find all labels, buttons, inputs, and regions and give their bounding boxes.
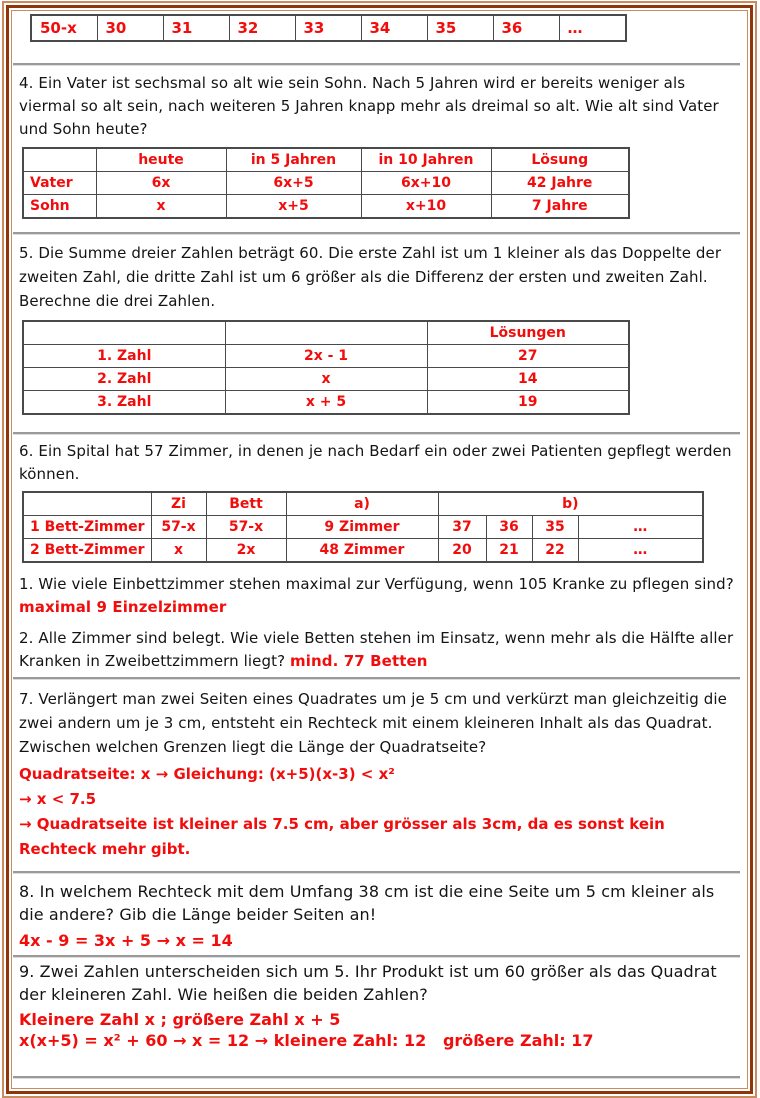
table-row	[23, 195, 629, 219]
problem-9-solution-line-2: x(x+5) = x² + 60 → x = 12 → kleinere Zahl: 12 größere Zahl: 17	[19, 1031, 594, 1050]
table-cell: 27	[427, 345, 629, 368]
table-cell: 48 Zimmer	[286, 539, 438, 563]
table-cell: 22	[532, 539, 578, 563]
table-cell: 19	[427, 391, 629, 415]
section-divider	[13, 677, 740, 679]
problem-6-hospital-table	[22, 491, 704, 563]
section-divider	[13, 1076, 740, 1078]
table-row	[23, 516, 703, 539]
problem-7-solution-line-3: → Quadratseite ist kleiner als 7.5 cm, aber grösser als 3cm, da es sonst kein Rechteck mehr gibt.	[19, 815, 665, 858]
problem-6-text: 6. Ein Spital hat 57 Zimmer, in denen je nach Bedarf ein oder zwei Patienten gepflegt werden können.	[19, 442, 732, 483]
table-cell: 36	[493, 15, 559, 41]
table-cell: 33	[295, 15, 361, 41]
table-cell: 37	[438, 516, 486, 539]
table-cell: 35	[532, 516, 578, 539]
table-cell	[23, 492, 151, 516]
table-row	[23, 148, 629, 172]
problem-8-text: 8. In welchem Rechteck mit dem Umfang 38 cm ist die eine Seite um 5 cm kleiner als die andere? Gib die Länge beider Seiten an!	[19, 882, 715, 924]
table-row	[23, 391, 629, 415]
table-cell: 3. Zahl	[23, 391, 225, 415]
table-cell: Lösungen	[427, 321, 629, 345]
table-cell: …	[559, 15, 626, 41]
problem-7-solution-line-1: Quadratseite: x → Gleichung: (x+5)(x-3) < x²	[19, 765, 395, 783]
table-cell: x	[225, 368, 427, 391]
problem-9-text: 9. Zwei Zahlen unterscheiden sich um 5. Ihr Produkt ist um 60 größer als das Quadrat der kleineren Zahl. Wie heißen die beiden Zahlen?	[19, 962, 717, 1004]
table-cell: 2x - 1	[225, 345, 427, 368]
table-cell: x + 5	[225, 391, 427, 415]
table-cell: x	[96, 195, 226, 219]
problem-6-answer-1: maximal 9 Einzelzimmer	[19, 598, 227, 616]
table-cell: Sohn	[23, 195, 96, 219]
problem-6-question-1: 1. Wie viele Einbettzimmer stehen maximal zur Verfügung, wenn 105 Kranke zu pflegen sind?	[19, 575, 734, 593]
table-cell: x+5	[226, 195, 361, 219]
section-divider	[13, 432, 740, 434]
problem-8-solution: 4x - 9 = 3x + 5 → x = 14	[19, 931, 233, 950]
problem-7-solution	[13, 762, 740, 862]
table-cell: 35	[427, 15, 493, 41]
problem-6-question-2	[13, 627, 740, 673]
table-cell: Vater	[23, 172, 96, 195]
table-cell: 31	[163, 15, 229, 41]
table-row	[23, 539, 703, 563]
table-cell: Zi	[151, 492, 206, 516]
table-row	[23, 172, 629, 195]
table-cell: 57-x	[206, 516, 286, 539]
table-cell: 42 Jahre	[491, 172, 629, 195]
table-cell	[23, 321, 225, 345]
table-cell: 50-x	[31, 15, 97, 41]
table-cell: 20	[438, 539, 486, 563]
table-cell: 57-x	[151, 516, 206, 539]
table-cell: 2. Zahl	[23, 368, 225, 391]
table-cell: a)	[286, 492, 438, 516]
table-cell: 1. Zahl	[23, 345, 225, 368]
problem-4-age-table	[22, 147, 630, 219]
table-cell: heute	[96, 148, 226, 172]
problem-9-solution-line-1: Kleinere Zahl x ; größere Zahl x + 5	[19, 1010, 341, 1029]
table-cell: in 10 Jahren	[361, 148, 491, 172]
table-row	[23, 492, 703, 516]
table-cell	[23, 148, 96, 172]
section-divider	[13, 871, 740, 873]
table-row	[23, 368, 629, 391]
problem-5-solution-table	[22, 320, 630, 415]
table-cell: b)	[438, 492, 703, 516]
table-cell: 34	[361, 15, 427, 41]
table-cell: 36	[486, 516, 532, 539]
table-cell: 32	[229, 15, 295, 41]
table-cell: in 5 Jahren	[226, 148, 361, 172]
table-cell: x+10	[361, 195, 491, 219]
worksheet-content	[13, 0, 740, 1078]
problem-6-question-2-text: 2. Alle Zimmer sind belegt. Wie viele Betten stehen im Einsatz, wenn mehr als die Hälfte aller Kranken in Zweibettzimmern liegt?	[19, 629, 734, 670]
table-cell: 14	[427, 368, 629, 391]
table-row	[31, 15, 626, 41]
section-divider	[13, 63, 740, 65]
table-row	[23, 321, 629, 345]
table-cell: 30	[97, 15, 163, 41]
table-cell: x	[151, 539, 206, 563]
table-cell: 2 Bett-Zimmer	[23, 539, 151, 563]
problem-4-text: 4. Ein Vater ist sechsmal so alt wie sein Sohn. Nach 5 Jahren wird er bereits weniger als viermal so alt sein, nach weiteren 5 Jahren knapp mehr als dreimal so alt. Wie alt sind Vater und Sohn heute?	[19, 74, 719, 138]
problem-7-text: 7. Verlängert man zwei Seiten eines Quadrates um je 5 cm und verkürzt man gleichzeitig die zwei andern um je 3 cm, entsteht ein Rechteck mit einem kleineren Inhalt als das Quadrat. Zwischen welchen Grenzen liegt die Länge der Quadratseite?	[19, 690, 727, 756]
table-cell: …	[578, 539, 703, 563]
table-cell: 1 Bett-Zimmer	[23, 516, 151, 539]
section-divider	[13, 955, 740, 957]
section-divider	[13, 232, 740, 234]
table-cell: Bett	[206, 492, 286, 516]
table-cell: …	[578, 516, 703, 539]
table-cell: Lösung	[491, 148, 629, 172]
table-cell: 21	[486, 539, 532, 563]
problem-6-answer-2: mind. 77 Betten	[290, 652, 428, 670]
table-cell: 2x	[206, 539, 286, 563]
table-cell: 7 Jahre	[491, 195, 629, 219]
table-cell: 6x+5	[226, 172, 361, 195]
table-cell: 6x+10	[361, 172, 491, 195]
problem-7-solution-line-2: → x < 7.5	[19, 790, 97, 808]
table-cell: 6x	[96, 172, 226, 195]
problem-5-text: 5. Die Summe dreier Zahlen beträgt 60. Die erste Zahl ist um 1 kleiner als das Doppelte der zweiten Zahl, die dritte Zahl ist um 6 größer als die Differenz der ersten und zweiten Zahl. Berechne die drei Zahlen.	[19, 244, 722, 310]
table-cell: 9 Zimmer	[286, 516, 438, 539]
table-cell	[225, 321, 427, 345]
carryover-value-table	[30, 14, 627, 42]
table-row	[23, 345, 629, 368]
